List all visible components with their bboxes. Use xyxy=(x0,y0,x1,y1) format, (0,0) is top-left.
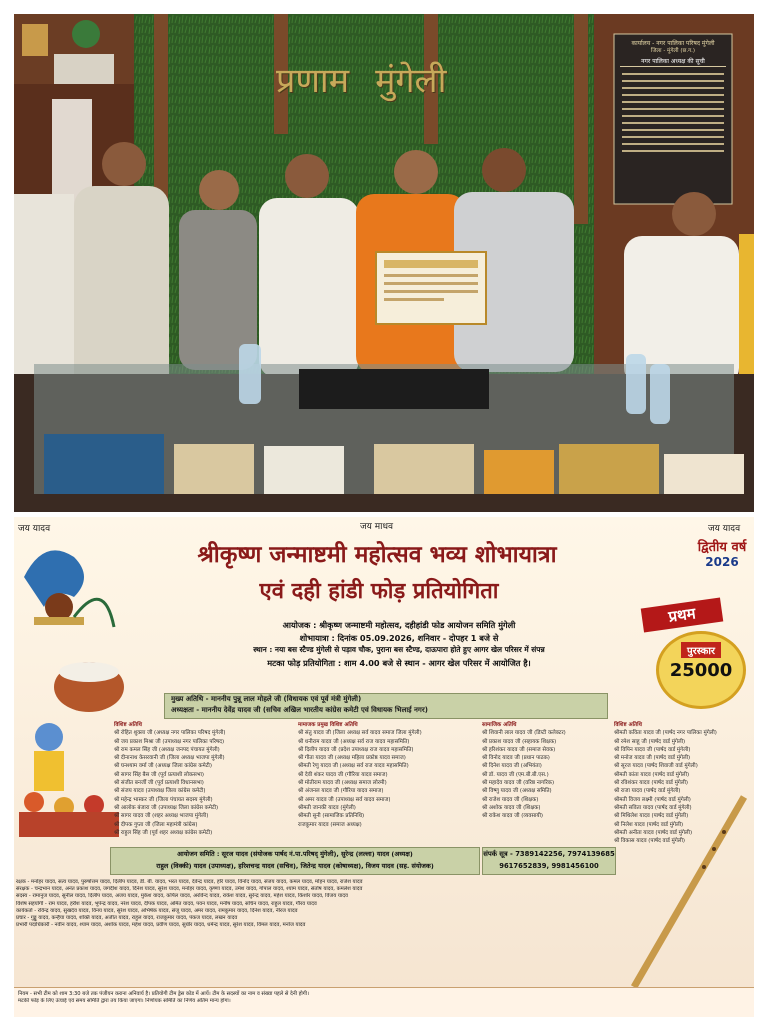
list-item: श्री सूरज यादव (पार्षद शिवाजी वार्ड मुंगेली) xyxy=(614,763,698,770)
list-item: श्रीमती रेणु यादव जी (अध्यक्ष सर्व राज यादव महासमिति) xyxy=(298,763,409,770)
prize-amount: 25000 xyxy=(669,660,733,681)
list-item: श्री देवी शंकर यादव जी (गौरिया यादव समाज) xyxy=(298,771,388,778)
guest-col-2 xyxy=(298,721,478,829)
prize-label: पुरस्कार xyxy=(681,642,721,658)
list-item: श्री संजीत बनर्जी जी (पूर्व प्रत्याशी विधानसभा) xyxy=(114,780,204,787)
prize-title: प्रथम xyxy=(641,598,724,633)
list-item: श्री प्रकाश यादव जी (सहायक शिक्षक) xyxy=(482,738,557,745)
matka-line: मटका फोड़ प्रतियोगिता : शाम 4.00 बजे से स्थान - आगर खेल परिसर में आयोजित है। xyxy=(267,657,531,668)
office-board xyxy=(614,36,732,204)
edition-badge xyxy=(690,537,754,569)
list-item: श्री दीनानाथ केसरवानी जी (जिला अध्यक्ष भाजपा मुंगेली) xyxy=(114,755,225,762)
col2-heading: मामाजक प्रमुख विशिष्ट अतिथि xyxy=(298,722,358,728)
list-item: श्री धनीराम यादव जी (अध्यक्ष सर्व राज यादव महासमिति) xyxy=(298,738,410,745)
list-item: श्री महादेव यादव जी (वरिष्ठ नागरिक) xyxy=(482,780,555,787)
presiding: अध्यक्षता - माननीय देवेंद्र यादव जी (सचिव अखिल भारतीय कांग्रेस कमेटी एवं विधायक भिलाई नगर) xyxy=(171,706,428,714)
list-item: श्री राकेश यादव जी (व्यवसायी) xyxy=(482,813,543,820)
guest-col-4 xyxy=(614,721,752,845)
list-item: श्री विष्णु यादव जी (अध्यक्ष समिति) xyxy=(482,788,552,795)
list-item: श्री विपिन यादव जी (पार्षद वार्ड मुंगेली) xyxy=(614,746,691,753)
list-item: श्री रोहित शुक्ला जी (अध्यक्ष नगर पालिका परिषद मुंगेली) xyxy=(114,730,226,737)
chief-guest: मुख्य अतिथि - माननीय पुन्नू लाल मोहले जी (विधायक एवं पूर्व मंत्री मुंगेली) xyxy=(171,695,362,703)
rules-line: नियम - सभी टीम को शाम 3:30 बजे तक पंजीयन कराना अनिवार्य है। प्रतियोगी टीम ड्रेस कोड में आयें। टीम के सदस्यों का नाम व संख्या पहले से देनी होगी। xyxy=(18,991,309,997)
list-item: श्री डॉ. यादव जी (एम.बी.बी.एस.) xyxy=(482,771,549,778)
prize-badge xyxy=(642,595,750,707)
venue-line: स्थान : नया बस स्टैण्ड मुंगेली से पड़ाव चौक, पुराना बस स्टैण्ड, दाऊपारा होते हुए आगर खेल परिसर में संपन्न xyxy=(253,645,545,654)
krishna-artwork xyxy=(14,537,124,837)
footer-line: रक्षक - मनोहर यादव, सत्य यादव, पुरुषोत्तम यादव, दिलीप यादव, डी. बी. यादव, भरत यादव, देवेन्द्र यादव, हरि यादव, विनोद यादव, संजय यादव, कमल यादव, मोहन यादव, राजेश यादव xyxy=(16,879,363,885)
guest-col-3 xyxy=(482,721,610,821)
wall-sign xyxy=(276,44,596,114)
event-photo xyxy=(14,14,754,512)
list-item: श्री विकास यादव (पार्षद वार्ड मुंगेली) xyxy=(614,838,685,845)
footer-line: संरक्षक - चन्द्रभान यादव, अनंत प्रकाश यादव, जगदीश यादव, दिनेश यादव, सुरेश यादव, मनोहर यादव, कृष्णा यादव, उमेश यादव, गोपाल यादव, श्याम यादव, संतोष यादव, कमलेश यादव xyxy=(16,886,363,893)
list-item: श्री अमर यादव जी (उपाध्यक्ष सर्व यादव समाज) xyxy=(298,796,391,803)
poster-title-line2: एवं दही हांडी फोड़ प्रतियोगिता xyxy=(259,578,499,604)
list-item: श्री महेन्द्र भास्कर जी (जिला पंचायत सदस्य मुंगेली) xyxy=(114,796,213,803)
col1-heading: विशिष्ट अतिथि xyxy=(114,722,142,728)
list-item: श्री राहुल सिंह जी (पूर्व शहर अध्यक्ष कांग्रेस कमेटी) xyxy=(114,829,213,836)
wall-sign-line2: मुंगेली xyxy=(375,61,447,101)
list-item: श्री शिवानी लाल यादव जी (डिप्टी कलेक्टर) xyxy=(482,730,566,737)
guest-col-1 xyxy=(114,721,294,837)
list-item: श्रीमती अनीता यादव (पार्षद वार्ड मुंगेली) xyxy=(614,829,693,836)
list-item: श्री मोतीराम यादव जी (अध्यक्ष समाज लोरमी) xyxy=(298,780,387,787)
edition-year: 2026 xyxy=(705,555,739,569)
rules-strip xyxy=(14,987,754,1017)
list-item: श्री मनोज यादव जी (पार्षद वार्ड मुंगेली) xyxy=(614,755,691,762)
board-title: कार्यालय - नगर पालिका परिषद मुंगेली xyxy=(631,40,715,47)
list-item: श्रीमती कांता यादव (पार्षद वार्ड मुंगेली) xyxy=(614,771,690,778)
procession-line: शोभायात्रा : दिनांक 05.09.2026, शनिवार - दोपहर 1 बजे से xyxy=(299,632,499,643)
list-item: श्री मिथिलेश यादव (पार्षद वार्ड मुंगेली) xyxy=(614,813,689,820)
list-item: श्री घनश्याम वर्मा जी (अध्यक्ष जिला कांग्रेस कमेटी) xyxy=(114,763,212,770)
board-subtitle: जिला - मुंगेली (छ.ग.) xyxy=(650,48,696,54)
col3-heading: सामाजिक अतिथि xyxy=(482,722,517,728)
list-item: श्रीमती विजय लक्ष्मी (पार्षद वार्ड मुंगेली) xyxy=(614,796,691,803)
committee-box xyxy=(110,847,480,875)
col4-heading: विशिष्ट अतिथि xyxy=(614,722,642,728)
list-item: श्री रविशंकर यादव (पार्षद वार्ड मुंगेली) xyxy=(614,780,689,787)
list-item: श्री जय प्रकाश मिश्रा जी (उपाध्यक्ष नगर पालिका परिषद) xyxy=(114,738,225,745)
list-item: श्री निलेश यादव (पार्षद वार्ड मुंगेली) xyxy=(614,821,684,828)
list-item: श्री अंजनल यादव जी (गौरिया यादव समाज) xyxy=(298,788,384,795)
list-item: श्री सागर यादव जी (शहर अध्यक्ष भाजपा मुंगेली) xyxy=(114,813,209,820)
footer-line: प्रभारी पदाधिकारी - नवीन यादव, श्याम यादव, अशोक यादव, महेश यादव, प्रवीण यादव, सुधीर यादव, धर्मेन्द्र यादव, सुरेश यादव, विमल यादव, मनोज यादव xyxy=(16,922,306,929)
list-item: श्रीमती जानकी यादव (मुंगेली) xyxy=(298,804,356,811)
list-item: श्री राम कमल सिंह जी (अध्यक्ष जनपद पंचायत मुंगेली) xyxy=(114,746,220,753)
list-item: श्री दिनेश यादव जी (अभियंता) xyxy=(482,763,542,770)
edition-label: द्वितीय वर्ष xyxy=(697,540,747,555)
guest-ribbon xyxy=(164,693,608,719)
list-item: श्री संजय यादव (उपाध्यक्ष जिला कांग्रेस कमेटी) xyxy=(114,788,206,795)
footer-line: विशेष सहयोगी - राम यादव, हरीश यादव, भूपेन्द्र यादव, नरेश यादव, दीपक यादव, अमित यादव, पवन यादव, मनीष यादव, सचिन यादव, राहुल यादव, गौरव यादव xyxy=(16,900,317,907)
list-item: श्रीमती सुनी (सामाजिक प्रतिनिधि) xyxy=(298,813,365,820)
list-item: श्री सागर सिंह बैस जी (पूर्व प्रत्याशी लोकसभा) xyxy=(114,771,205,778)
list-item: श्री दीपक गुप्ता जी (जिला महामंत्री कांग्रेस) xyxy=(114,821,198,828)
footer-lists xyxy=(16,879,616,929)
jay-yadav-left: जय यादव xyxy=(18,524,51,534)
footer-line: प्रचार - गुड्डू यादव, कन्हैया यादव, शक्ति यादव, अजीत यादव, राहुल यादव, राजकुमार यादव, पंकज यादव, लखन यादव xyxy=(16,915,238,922)
poster-title-line1: श्रीकृष्ण जन्माष्टमी महोत्सव भव्य शोभायात्रा xyxy=(197,541,557,568)
list-item: राजकुमार यादव (समाज अध्यक्ष) xyxy=(298,821,362,828)
board-caption: नगर पालिका अध्यक्ष की सूची xyxy=(620,57,726,67)
list-item: श्रीमती कविता यादव जी (पार्षद नगर पालिका मुंगेली) xyxy=(614,730,717,737)
list-item: श्री संतु यादव जी (जिला अध्यक्ष सर्व यादव समाज जिला मुंगेली) xyxy=(298,730,422,737)
footer-line: सदस्य - रामानुज यादव, सुनील यादव, दिलीप यादव, अजय यादव, मुकेश यादव, कपिल यादव, अरविन्द यादव, राकेश यादव, सुरेन्द्र यादव, महेश यादव, किशोर यादव, विजय यादव xyxy=(16,893,348,900)
event-info xyxy=(164,619,634,669)
list-item: श्रीमती सविता यादव (पार्षद वार्ड मुंगेली) xyxy=(614,804,692,811)
wall-sign-line1: प्रणाम xyxy=(276,61,350,101)
organizer-line: आयोजक : श्रीकृष्ण जन्माष्टमी महोत्सव, दहीहांडी फोड आयोजन समिति मुंगेली xyxy=(282,620,516,630)
list-item: श्री आलोक बंजारा जी (उपाध्यक्ष जिला कांग्रेस कमेटी) xyxy=(114,804,219,811)
board-list-lines xyxy=(622,73,724,152)
prize-seal xyxy=(656,631,746,709)
committee-title: आयोजन समिति : सूरज यादव (संयोजक पार्षद नं.पा.परिषद् मुंगेली), सुरेन्द्र (लल्ला) यादव (अध्यक्ष) xyxy=(177,850,413,858)
list-item: श्री रमेश साहू जी (पार्षद वार्ड मुंगेली) xyxy=(614,738,686,745)
event-poster xyxy=(14,517,754,1017)
list-item: श्री राजेश यादव जी (शिक्षक) xyxy=(482,796,539,803)
contact-title: संपर्क सूत्र - 7389142256, 7974139685 xyxy=(483,850,615,858)
contact-box xyxy=(482,847,616,875)
jay-madhav: जय माधव xyxy=(360,522,394,532)
list-item: श्री दिलीप यादव जी (प्रदेश उपाध्यक्ष राज यादव महासमिति) xyxy=(298,746,414,753)
contact-numbers: 9617652839, 9981456100 xyxy=(499,862,599,870)
rules-line: मटकी फोड़ के लिए ऊंचाई एवं समय समिति द्वारा तय किया जाएगा। निर्णायक समिति का निर्णय अंतिम मान्य होगा। xyxy=(18,998,231,1005)
jay-yadav-right: जय यादव xyxy=(708,524,741,534)
list-item: श्री गीता यादव जी (अध्यक्ष महिला प्रकोष्ठ यादव समाज) xyxy=(298,755,406,762)
list-item: श्री अशोक यादव जी (शिक्षक) xyxy=(482,804,541,811)
list-item: श्री राजा यादव (पार्षद वार्ड मुंगेली) xyxy=(614,788,681,795)
committee-members: राहुल (विक्की) यादव (उपाध्यक्ष), हरिशचन्द्र यादव (सचिव), जितेन्द्र यादव (कोषाध्यक्ष), विजय यादव (सह. संयोजक) xyxy=(156,862,434,870)
list-item: श्री हरिशंकर यादव जी (समाज सेवक) xyxy=(482,746,556,753)
footer-line: कार्यकर्ता - रविन्द्र यादव, सुखदेव यादव, विनय यादव, सुरेश यादव, अभिषेक यादव, संजू यादव, अमर यादव, रामकुमार यादव, दिनेश यादव, नीरज यादव xyxy=(16,907,298,914)
list-item: श्री विनोद यादव जी (प्रधान पाठक) xyxy=(482,755,550,762)
